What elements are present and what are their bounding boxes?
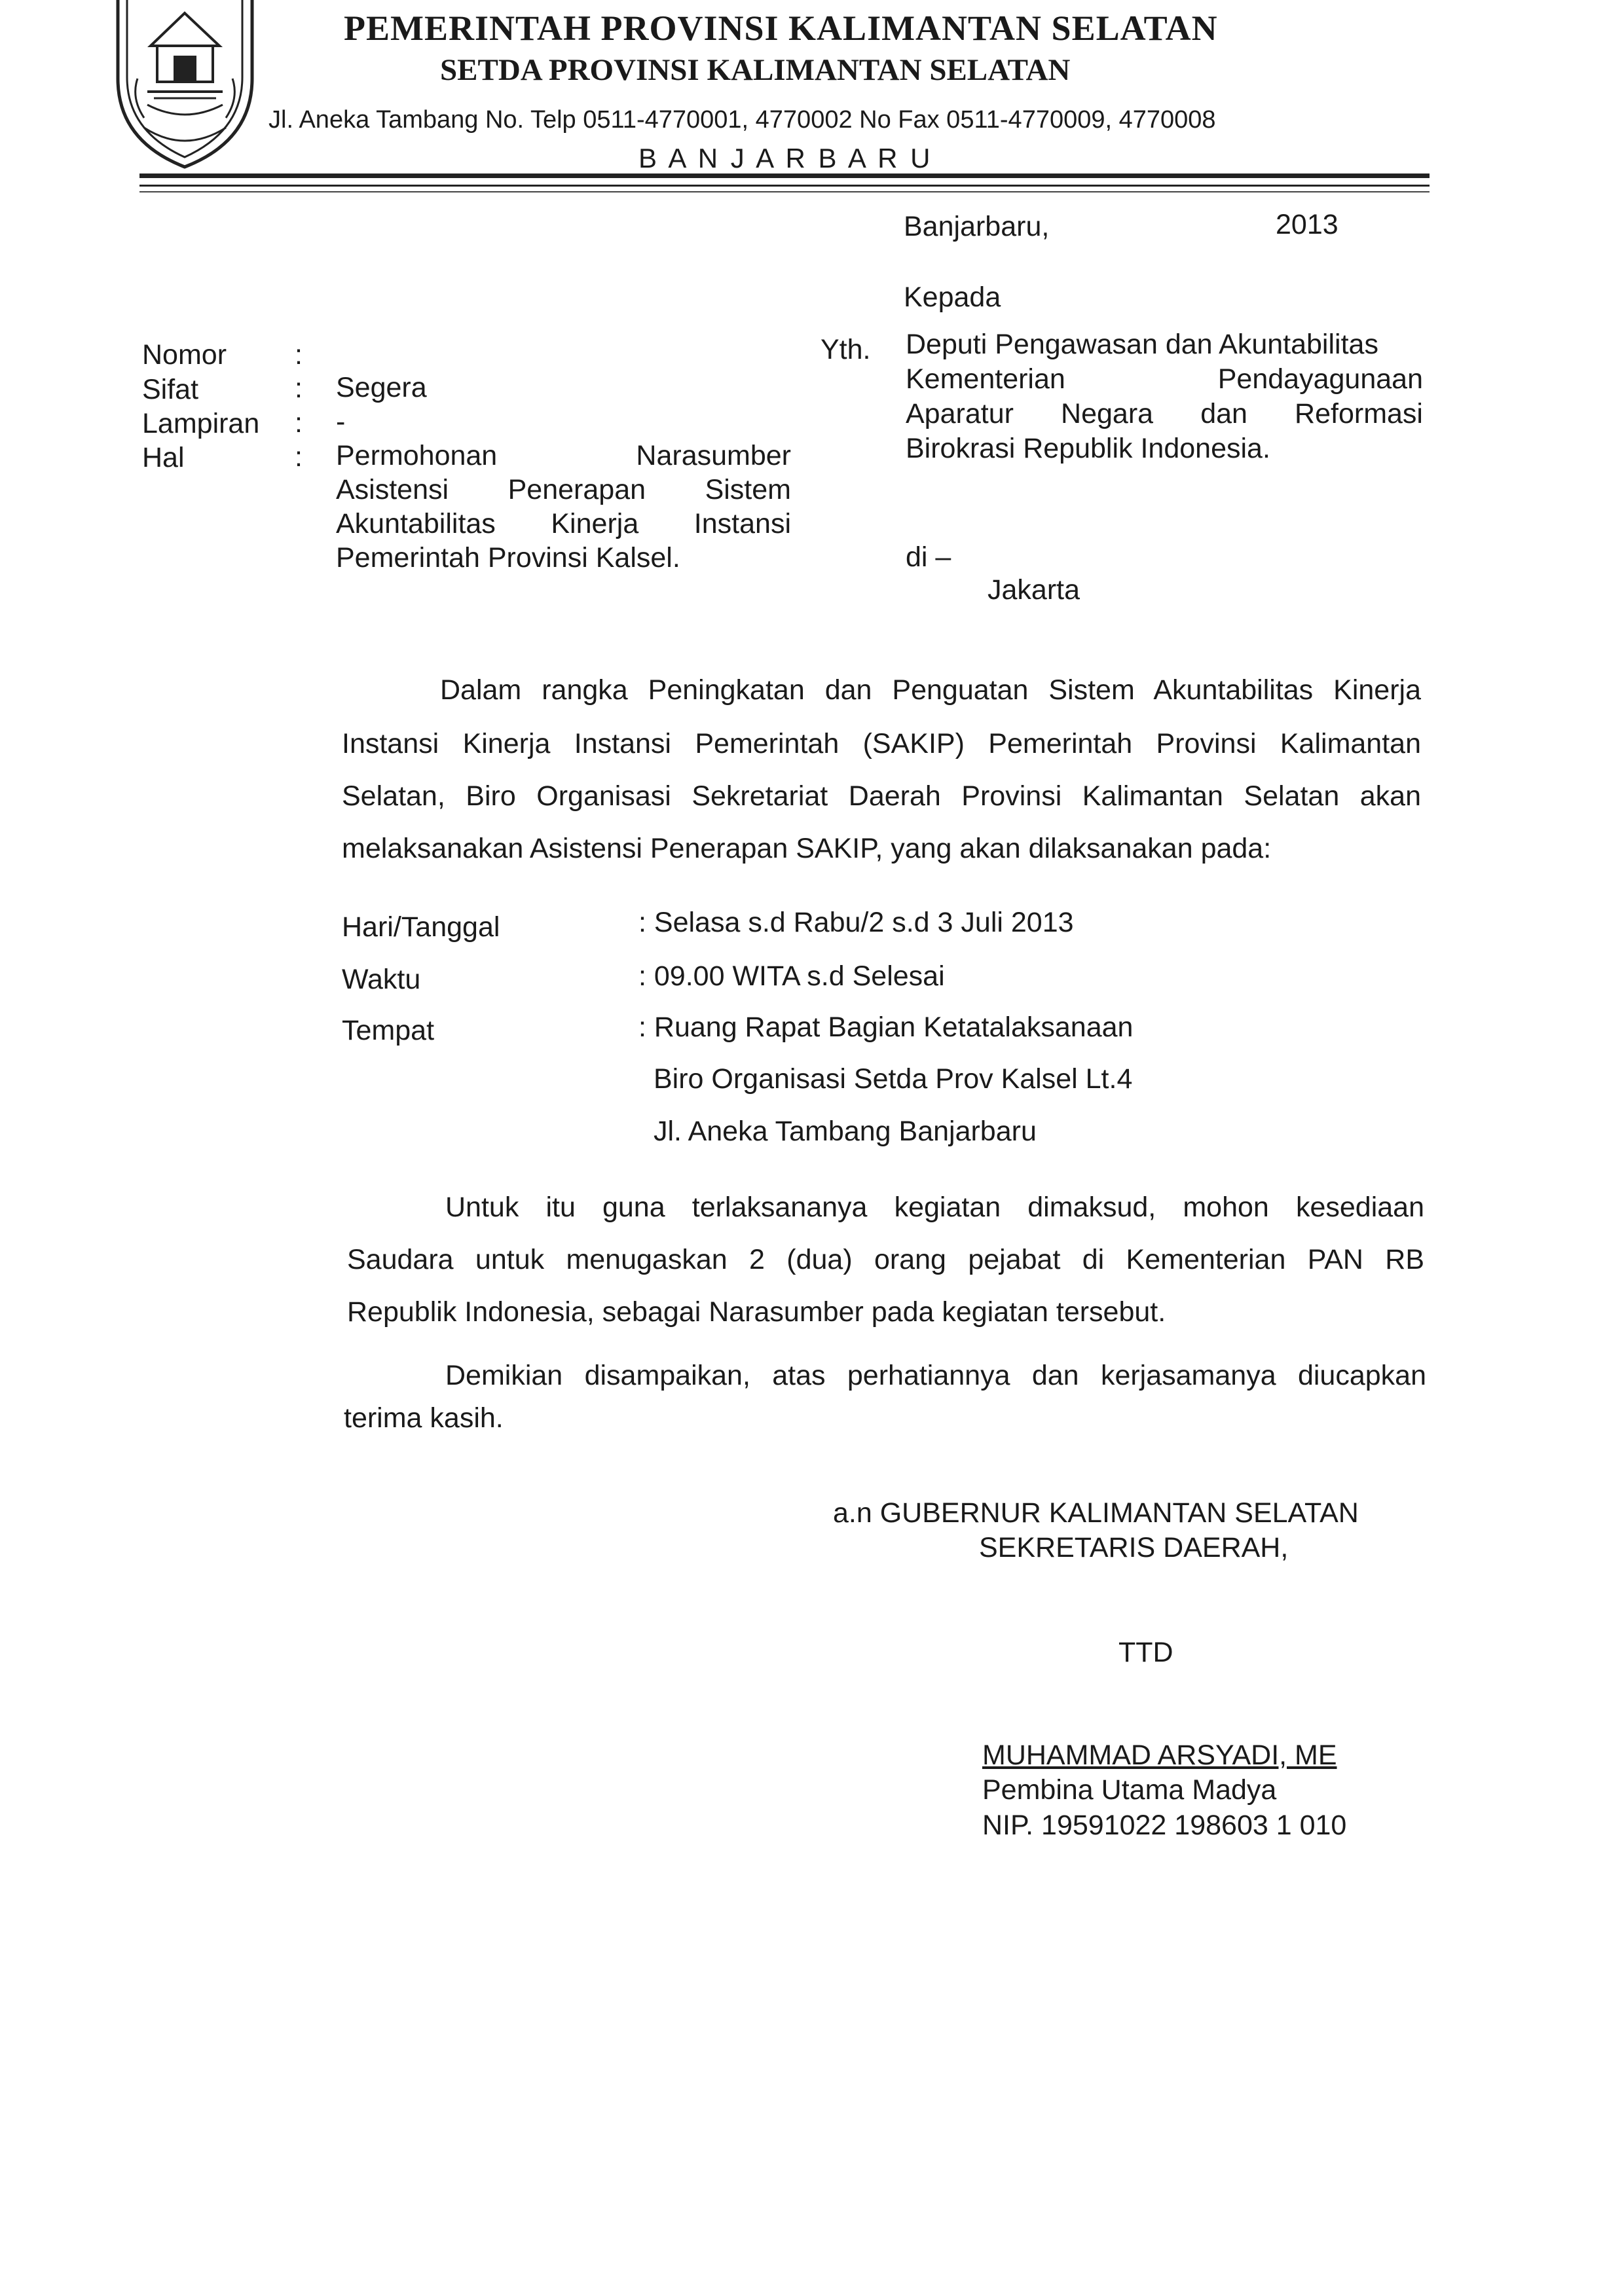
sifat-label: Sifat [142, 374, 199, 405]
recipient-line-2: Kementerian Pendayagunaan [906, 363, 1423, 395]
letterhead-rule-thin [139, 191, 1430, 192]
paragraph-2-line-3: Republik Indonesia, sebagai Narasumber pada kegiatan tersebut. [347, 1296, 1166, 1328]
paragraph-1-line-1: Dalam rangka Peningkatan dan Penguatan Sistem Akuntabilitas Kinerja [440, 674, 1421, 706]
schedule-hari-value: : Selasa s.d Rabu/2 s.d 3 Juli 2013 [638, 907, 1074, 938]
nomor-colon: : [295, 339, 303, 371]
letterhead-rule-thick [139, 173, 1430, 178]
schedule-tempat-line-2: Biro Organisasi Setda Prov Kalsel Lt.4 [654, 1063, 1133, 1095]
signature-an: a.n GUBERNUR KALIMANTAN SELATAN [833, 1497, 1359, 1529]
recipient-line-3: Aparatur Negara dan Reformasi [906, 398, 1423, 429]
recipient-line-1: Deputi Pengawasan dan Akuntabilitas [906, 329, 1378, 360]
hal-line-4: Pemerintah Provinsi Kalsel. [336, 542, 680, 574]
sifat-colon: : [295, 373, 303, 404]
recipient-kepada: Kepada [904, 282, 1001, 313]
paragraph-1-line-3: Selatan, Biro Organisasi Sekretariat Daerah Provinsi Kalimantan Selatan akan [342, 780, 1421, 812]
letterhead-city: B A N J A R B A R U [638, 143, 933, 173]
schedule-hari-label: Hari/Tanggal [342, 911, 500, 943]
recipient-di: di – [906, 541, 951, 573]
nomor-label: Nomor [142, 339, 227, 371]
signature-ttd: TTD [1118, 1637, 1173, 1668]
recipient-line-4: Birokrasi Republik Indonesia. [906, 433, 1270, 464]
letterhead-title: PEMERINTAH PROVINSI KALIMANTAN SELATAN [344, 9, 1218, 48]
schedule-tempat-line-3: Jl. Aneka Tambang Banjarbaru [654, 1116, 1037, 1147]
hal-colon: : [295, 441, 303, 473]
schedule-waktu-label: Waktu [342, 964, 421, 995]
lampiran-colon: : [295, 407, 303, 439]
paragraph-2-line-2: Saudara untuk menugaskan 2 (dua) orang pejabat di Kementerian PAN RB [347, 1244, 1424, 1275]
hal-label: Hal [142, 442, 185, 473]
paragraph-1-line-2: Instansi Kinerja Instansi Pemerintah (SAKIP) Pemerintah Provinsi Kalimantan [342, 728, 1421, 759]
recipient-city: Jakarta [987, 574, 1080, 606]
letterhead-rule-middle [139, 185, 1430, 187]
letterhead-address: Jl. Aneka Tambang No. Telp 0511-4770001, 4770002 No Fax 0511-4770009, 4770008 [268, 106, 1216, 134]
recipient-yth: Yth. [821, 334, 871, 365]
paragraph-2-line-1: Untuk itu guna terlaksananya kegiatan dimaksud, mohon kesediaan [445, 1192, 1424, 1223]
lampiran-value: - [336, 406, 346, 437]
schedule-waktu-value: : 09.00 WITA s.d Selesai [638, 960, 945, 992]
signature-nip: NIP. 19591022 198603 1 010 [982, 1810, 1347, 1841]
schedule-tempat-value: : Ruang Rapat Bagian Ketatalaksanaan [638, 1011, 1134, 1043]
schedule-tempat-label: Tempat [342, 1015, 435, 1046]
paragraph-1-line-4: melaksanakan Asistensi Penerapan SAKIP, yang akan dilaksanakan pada: [342, 833, 1272, 864]
paragraph-3-line-2: terima kasih. [344, 1402, 504, 1434]
signature-name: MUHAMMAD ARSYADI, ME [982, 1740, 1337, 1771]
letterhead-subtitle: SETDA PROVINSI KALIMANTAN SELATAN [440, 53, 1071, 87]
signature-position: SEKRETARIS DAERAH, [979, 1532, 1289, 1563]
date-year: 2013 [1276, 209, 1338, 240]
hal-line-2: Asistensi Penerapan Sistem [336, 474, 791, 505]
hal-line-1: Permohonan Narasumber [336, 440, 791, 471]
date-place: Banjarbaru, [904, 211, 1050, 242]
provincial-emblem [111, 0, 259, 172]
hal-line-3: Akuntabilitas Kinerja Instansi [336, 508, 791, 539]
lampiran-label: Lampiran [142, 408, 260, 439]
signature-rank: Pembina Utama Madya [982, 1774, 1277, 1806]
sifat-value: Segera [336, 372, 427, 403]
paragraph-3-line-1: Demikian disampaikan, atas perhatiannya dan kerjasamanya diucapkan [445, 1360, 1426, 1391]
